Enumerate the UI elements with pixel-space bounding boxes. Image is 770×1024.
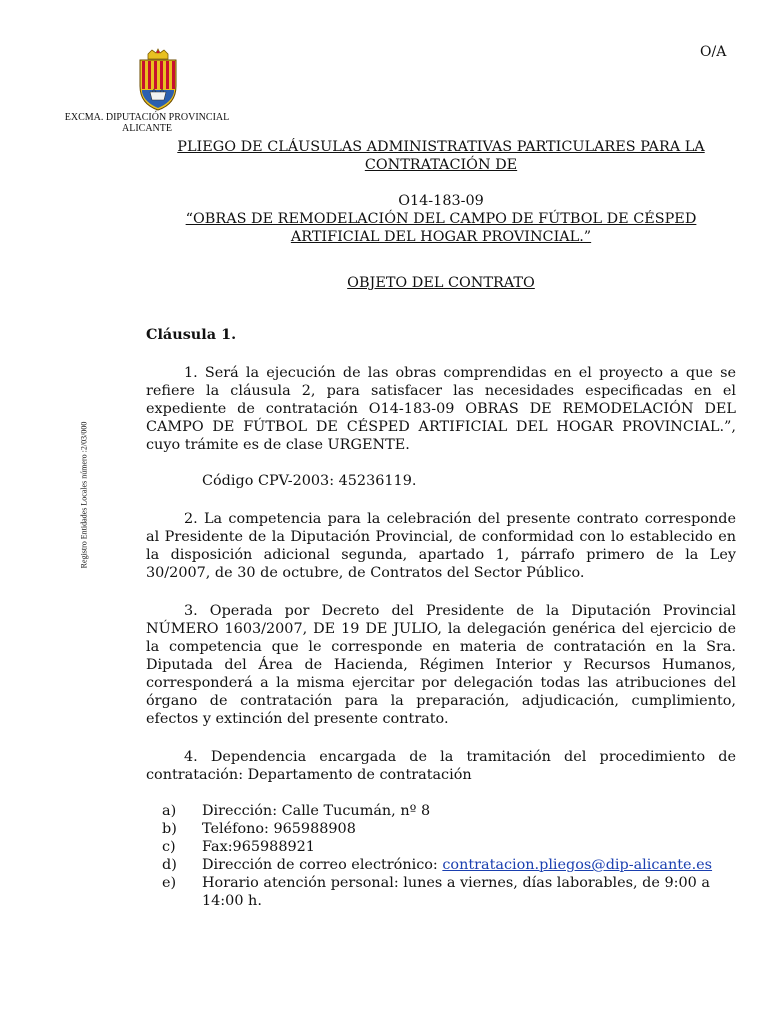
works-title-line-1: “OBRAS DE REMODELACIÓN DEL CAMPO DE FÚTBOL DE CÉSPED	[185, 211, 697, 227]
provincial-crest-logo	[134, 48, 182, 112]
email-label: Dirección de correo electrónico:	[202, 857, 443, 873]
clause-paragraph-1: 1. Será la ejecución de las obras comprendidas en el proyecto a que se refiere la cláusula 2, para satisfacer las necesidades especificadas en el expediente de contratación O14-183-09 OBRAS DE REMODELACIÓN DEL CAMPO DE FÚTBOL DE CÉSPED ARTIFICIAL DEL HOGAR PROVINCIAL.”, cuyo trámite es de clase URGENTE.	[146, 365, 736, 453]
list-item-text	[184, 856, 736, 874]
works-title	[146, 210, 736, 246]
list-item	[146, 820, 736, 838]
title-line-1: PLIEGO DE CLÁUSULAS ADMINISTRATIVAS PARTICULARES PARA LA	[177, 139, 705, 155]
clause-paragraph-2: 2. La competencia para la celebración del presente contrato corresponde al Presidente de la Diputación Provincial, de conformidad con lo establecido en la disposición adicional segunda, apartado 1, párrafo primero de la Ley 30/2007, de 30 de octubre, de Contratos del Sector Público.	[146, 511, 736, 581]
list-item	[146, 838, 736, 856]
clause-heading: Cláusula 1.	[146, 326, 237, 343]
list-item-text: Dirección: Calle Tucumán, nº 8	[202, 803, 431, 819]
title-line-2: CONTRATACIÓN DE	[364, 157, 518, 173]
expedient-code: O14-183-09	[398, 193, 484, 209]
registry-margin-note: Registro Entidades Locales número :2/03/000	[79, 421, 89, 569]
list-item-text: Fax:965988921	[202, 839, 315, 855]
section-title: OBJETO DEL CONTRATO	[347, 275, 535, 291]
email-link[interactable]: contratacion.pliegos@dip-alicante.es	[442, 857, 713, 873]
document-reference-code: O/A	[700, 44, 727, 60]
list-item-text: Horario atención personal: lunes a viernes, días laborables, de 9:00 a 14:00 h.	[202, 875, 710, 909]
list-item	[146, 874, 736, 910]
document-body	[146, 138, 736, 910]
list-item-label: a)	[162, 803, 177, 819]
org-name: EXCMA. DIPUTACIÓN PROVINCIAL	[64, 112, 230, 123]
list-item	[146, 802, 736, 820]
list-item	[146, 856, 736, 874]
document-title	[146, 138, 736, 174]
list-item-label: b)	[162, 821, 177, 837]
clause-paragraph-3: 3. Operada por Decreto del Presidente de la Diputación Provincial NÚMERO 1603/2007, DE 19 DE JULIO, la delegación genérica del ejercicio de la competencia que le corresponde en materia de contratación en la Sra. Diputada del Área de Hacienda, Régimen Interior y Recursos Humanos, corresponderá a la misma ejercitar por delegación todas las atribuciones del órgano de contratación para la preparación, adjudicación, cumplimiento, efectos y extinción del presente contrato.	[146, 603, 736, 727]
works-title-line-2: ARTIFICIAL DEL HOGAR PROVINCIAL.”	[290, 229, 592, 245]
list-item-text: Teléfono: 965988908	[202, 821, 356, 837]
org-city: ALICANTE	[122, 123, 172, 134]
cpv-code: Código CPV-2003: 45236119.	[202, 473, 417, 489]
issuing-organization	[62, 112, 232, 134]
list-item-label: e)	[162, 875, 177, 891]
clause-paragraph-4: 4. Dependencia encargada de la tramitación del procedimiento de contratación: Departamento de contratación	[146, 749, 736, 783]
list-item-label: c)	[162, 839, 176, 855]
list-item-label: d)	[162, 857, 177, 873]
contact-details-list	[146, 802, 736, 910]
